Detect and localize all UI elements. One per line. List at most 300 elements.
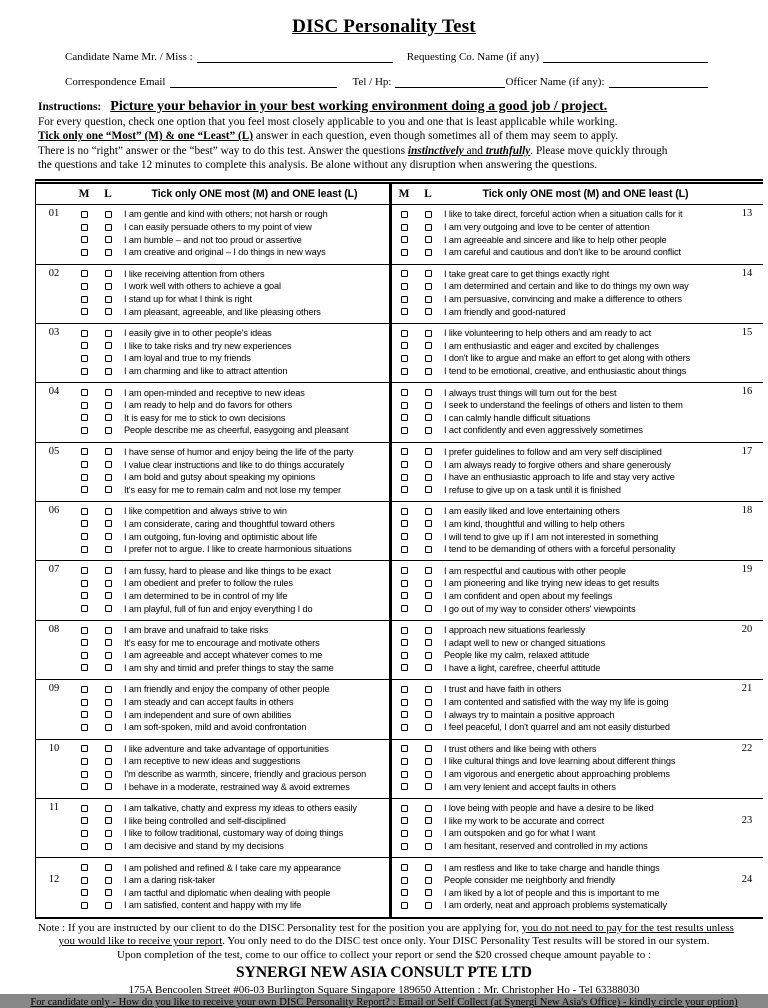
statement-text: I am friendly and enjoy the company of other people: [124, 684, 330, 695]
most-checkbox[interactable]: [81, 817, 88, 824]
most-checkbox-cell: [392, 505, 416, 518]
most-checkbox[interactable]: [81, 474, 88, 481]
most-checkbox[interactable]: [81, 771, 88, 778]
most-checkbox[interactable]: [401, 296, 408, 303]
least-checkbox[interactable]: [105, 461, 112, 468]
most-checkbox-cell: [72, 327, 96, 340]
least-checkbox-cell: [416, 233, 440, 246]
question-number: 19: [741, 564, 753, 576]
most-checkbox[interactable]: [81, 520, 88, 527]
statement-text: I prefer not to argue. I like to create harmonious situations: [124, 544, 352, 555]
least-checkbox[interactable]: [425, 342, 432, 349]
most-checkbox[interactable]: [81, 724, 88, 731]
candidate-name-field[interactable]: [197, 52, 393, 63]
least-checkbox[interactable]: [105, 699, 112, 706]
most-checkbox[interactable]: [401, 817, 408, 824]
least-checkbox-cell: [416, 696, 440, 709]
least-checkbox[interactable]: [425, 270, 432, 277]
most-checkbox-cell: [72, 246, 96, 259]
most-checkbox-cell: [392, 887, 416, 900]
most-checkbox[interactable]: [81, 355, 88, 362]
statement-text: I am decisive and stand by my decisions: [124, 841, 284, 852]
most-checkbox[interactable]: [81, 330, 88, 337]
most-checkbox[interactable]: [81, 830, 88, 837]
least-checkbox[interactable]: [425, 389, 432, 396]
least-checkbox[interactable]: [425, 533, 432, 540]
most-checkbox[interactable]: [81, 889, 88, 896]
most-checkbox[interactable]: [401, 508, 408, 515]
least-checkbox[interactable]: [425, 758, 432, 765]
least-column-header-left: L: [104, 188, 112, 201]
statement-text: I am ready to help and do favors for others: [124, 400, 292, 411]
statement-text: I am careful and cautious and don't like to be around conflict: [444, 247, 681, 258]
statement-text: I will tend to give up if I am not interested in something: [444, 531, 659, 542]
least-checkbox[interactable]: [425, 355, 432, 362]
least-checkbox-cell: [96, 268, 120, 281]
footer-section: [6, 922, 762, 1008]
least-checkbox[interactable]: [425, 711, 432, 718]
least-checkbox-cell: [416, 636, 440, 649]
most-checkbox[interactable]: [401, 605, 408, 612]
most-checkbox[interactable]: [401, 805, 408, 812]
least-checkbox[interactable]: [105, 448, 112, 455]
most-checkbox-cell: [72, 708, 96, 721]
least-checkbox[interactable]: [425, 902, 432, 909]
least-checkbox[interactable]: [425, 889, 432, 896]
least-checkbox[interactable]: [105, 580, 112, 587]
least-checkbox[interactable]: [105, 427, 112, 434]
least-checkbox[interactable]: [105, 567, 112, 574]
most-checkbox[interactable]: [401, 283, 408, 290]
most-checkbox[interactable]: [401, 745, 408, 752]
least-checkbox-cell: [416, 590, 440, 603]
most-checkbox[interactable]: [81, 427, 88, 434]
most-checkbox[interactable]: [81, 249, 88, 256]
least-checkbox-cell: [96, 305, 120, 318]
least-checkbox[interactable]: [425, 843, 432, 850]
question-number: 10: [48, 742, 60, 754]
most-checkbox[interactable]: [401, 783, 408, 790]
least-checkbox[interactable]: [105, 355, 112, 362]
least-checkbox-cell: [96, 861, 120, 874]
most-checkbox-cell: [392, 577, 416, 590]
least-checkbox[interactable]: [105, 605, 112, 612]
statement-text: It's easy for me to encourage and motivate others: [124, 637, 320, 648]
question-group: [392, 324, 763, 382]
most-checkbox-cell: [392, 412, 416, 425]
question-group: [36, 799, 389, 857]
most-checkbox[interactable]: [401, 639, 408, 646]
most-checkbox[interactable]: [401, 270, 408, 277]
most-checkbox[interactable]: [401, 699, 408, 706]
least-checkbox[interactable]: [105, 817, 112, 824]
most-checkbox[interactable]: [401, 461, 408, 468]
least-checkbox[interactable]: [425, 249, 432, 256]
least-checkbox[interactable]: [105, 249, 112, 256]
most-checkbox[interactable]: [81, 508, 88, 515]
least-checkbox[interactable]: [105, 686, 112, 693]
company-address: 175A Bencoolen Street #06-03 Burlington Square Singapore 189650 Attention : Mr. Christopher Ho - Tel 63388030: [128, 984, 640, 997]
least-checkbox[interactable]: [425, 474, 432, 481]
least-checkbox[interactable]: [105, 283, 112, 290]
least-checkbox-cell: [416, 327, 440, 340]
least-checkbox-cell: [96, 327, 120, 340]
least-checkbox[interactable]: [425, 330, 432, 337]
least-checkbox[interactable]: [105, 308, 112, 315]
least-checkbox[interactable]: [105, 830, 112, 837]
least-checkbox[interactable]: [425, 830, 432, 837]
most-checkbox[interactable]: [81, 448, 88, 455]
most-checkbox[interactable]: [81, 546, 88, 553]
least-checkbox[interactable]: [425, 592, 432, 599]
statement-text: I go out of my way to consider others' viewpoints: [444, 603, 636, 614]
most-checkbox-cell: [392, 386, 416, 399]
email-field[interactable]: [170, 77, 337, 88]
most-checkbox[interactable]: [401, 546, 408, 553]
least-checkbox[interactable]: [105, 236, 112, 243]
most-checkbox[interactable]: [81, 486, 88, 493]
most-checkbox[interactable]: [401, 448, 408, 455]
statement-text: I adapt well to new or changed situations: [444, 637, 606, 648]
question-group: [392, 740, 763, 798]
least-checkbox[interactable]: [105, 877, 112, 884]
least-checkbox[interactable]: [425, 605, 432, 612]
least-checkbox[interactable]: [105, 296, 112, 303]
least-checkbox[interactable]: [425, 414, 432, 421]
most-checkbox[interactable]: [401, 330, 408, 337]
least-checkbox-cell: [96, 827, 120, 840]
least-checkbox[interactable]: [425, 652, 432, 659]
most-checkbox[interactable]: [401, 474, 408, 481]
least-checkbox[interactable]: [425, 546, 432, 553]
least-checkbox[interactable]: [105, 520, 112, 527]
least-checkbox[interactable]: [425, 877, 432, 884]
question-group: [392, 443, 763, 501]
most-checkbox[interactable]: [81, 805, 88, 812]
least-checkbox[interactable]: [105, 389, 112, 396]
least-checkbox[interactable]: [105, 902, 112, 909]
most-checkbox[interactable]: [401, 414, 408, 421]
most-checkbox[interactable]: [401, 843, 408, 850]
least-checkbox[interactable]: [425, 520, 432, 527]
question-group: [36, 561, 389, 619]
least-checkbox[interactable]: [105, 771, 112, 778]
instructions-headline-text: Picture your behavior in your best working environment doing a good job / project.: [110, 99, 608, 114]
most-checkbox[interactable]: [401, 211, 408, 218]
least-checkbox[interactable]: [105, 889, 112, 896]
least-checkbox[interactable]: [425, 508, 432, 515]
least-checkbox[interactable]: [105, 486, 112, 493]
least-checkbox-cell: [96, 352, 120, 365]
statement-text: I am polished and refined & I take care my appearance: [124, 862, 341, 873]
least-checkbox-cell: [416, 755, 440, 768]
least-checkbox[interactable]: [105, 805, 112, 812]
most-checkbox-cell: [72, 352, 96, 365]
question-row: [36, 205, 763, 263]
least-checkbox[interactable]: [425, 724, 432, 731]
least-checkbox-cell: [416, 246, 440, 259]
least-checkbox[interactable]: [105, 783, 112, 790]
instructions-label: Instructions:: [38, 101, 102, 113]
least-checkbox-cell: [416, 564, 440, 577]
least-checkbox[interactable]: [105, 864, 112, 871]
least-checkbox-cell: [96, 208, 120, 221]
question-group: [392, 799, 763, 857]
most-checkbox-cell: [72, 293, 96, 306]
most-checkbox[interactable]: [81, 461, 88, 468]
most-checkbox[interactable]: [81, 711, 88, 718]
most-checkbox[interactable]: [401, 771, 408, 778]
most-checkbox[interactable]: [81, 686, 88, 693]
most-checkbox[interactable]: [81, 664, 88, 671]
most-checkbox[interactable]: [401, 389, 408, 396]
least-checkbox[interactable]: [105, 402, 112, 409]
least-checkbox[interactable]: [425, 817, 432, 824]
statement-text: I am agreeable and sincere and like to help other people: [444, 234, 667, 245]
most-checkbox[interactable]: [81, 627, 88, 634]
most-checkbox[interactable]: [81, 308, 88, 315]
statement-text: I approach new situations fearlessly: [444, 625, 586, 636]
least-checkbox[interactable]: [425, 224, 432, 231]
least-checkbox[interactable]: [425, 580, 432, 587]
most-checkbox[interactable]: [81, 296, 88, 303]
least-checkbox[interactable]: [105, 758, 112, 765]
least-checkbox[interactable]: [105, 627, 112, 634]
most-checkbox-cell: [72, 233, 96, 246]
most-checkbox[interactable]: [401, 758, 408, 765]
least-checkbox-cell: [416, 340, 440, 353]
least-checkbox-cell: [96, 874, 120, 887]
instructions-line-3: There is no “right” answer or the “best” way to do this test. Answer the questions instinctively and truthfully. Please move quickly through: [38, 144, 668, 157]
most-checkbox[interactable]: [401, 877, 408, 884]
most-checkbox[interactable]: [401, 724, 408, 731]
least-checkbox[interactable]: [425, 627, 432, 634]
most-checkbox-cell: [392, 518, 416, 531]
most-checkbox-cell: [392, 424, 416, 437]
officer-field[interactable]: [609, 77, 708, 88]
most-checkbox[interactable]: [81, 745, 88, 752]
question-number: 09: [48, 683, 60, 695]
least-checkbox[interactable]: [105, 592, 112, 599]
most-checkbox-cell: [392, 649, 416, 662]
most-checkbox-cell: [392, 483, 416, 496]
least-checkbox[interactable]: [105, 639, 112, 646]
most-checkbox[interactable]: [401, 427, 408, 434]
most-checkbox[interactable]: [81, 236, 88, 243]
most-checkbox[interactable]: [81, 342, 88, 349]
most-checkbox[interactable]: [81, 639, 88, 646]
least-checkbox[interactable]: [105, 224, 112, 231]
most-column-header-left: M: [78, 188, 90, 201]
least-checkbox-cell: [96, 543, 120, 556]
statement-text: I am bold and gutsy about speaking my opinions: [124, 472, 316, 483]
most-checkbox[interactable]: [401, 830, 408, 837]
most-checkbox[interactable]: [401, 249, 408, 256]
least-checkbox[interactable]: [425, 308, 432, 315]
least-checkbox[interactable]: [105, 368, 112, 375]
least-checkbox[interactable]: [105, 745, 112, 752]
most-checkbox-cell: [392, 708, 416, 721]
least-checkbox[interactable]: [425, 771, 432, 778]
question-row: [36, 501, 763, 560]
least-checkbox[interactable]: [105, 342, 112, 349]
most-checkbox[interactable]: [81, 877, 88, 884]
least-checkbox-cell: [416, 280, 440, 293]
most-checkbox[interactable]: [401, 864, 408, 871]
least-checkbox-cell: [96, 683, 120, 696]
least-checkbox[interactable]: [425, 745, 432, 752]
most-checkbox[interactable]: [81, 389, 88, 396]
statement-text: I have a light, carefree, cheerful attitude: [444, 662, 601, 673]
statement-text: I like receiving attention from others: [124, 268, 265, 279]
least-checkbox[interactable]: [425, 427, 432, 434]
least-checkbox[interactable]: [105, 652, 112, 659]
least-checkbox[interactable]: [105, 414, 112, 421]
tel-field[interactable]: [395, 77, 505, 88]
statement-text: I like cultural things and love learning about different things: [444, 756, 676, 767]
most-checkbox[interactable]: [81, 864, 88, 871]
least-checkbox[interactable]: [425, 368, 432, 375]
most-checkbox[interactable]: [401, 567, 408, 574]
most-checkbox-cell: [72, 874, 96, 887]
most-checkbox[interactable]: [401, 520, 408, 527]
least-checkbox[interactable]: [425, 783, 432, 790]
least-checkbox[interactable]: [105, 270, 112, 277]
least-checkbox[interactable]: [425, 805, 432, 812]
question-group: [392, 680, 763, 738]
most-checkbox[interactable]: [81, 758, 88, 765]
least-checkbox[interactable]: [425, 567, 432, 574]
most-checkbox[interactable]: [401, 402, 408, 409]
most-checkbox[interactable]: [401, 652, 408, 659]
most-checkbox[interactable]: [81, 283, 88, 290]
question-row: [36, 442, 763, 501]
most-checkbox[interactable]: [81, 402, 88, 409]
least-checkbox-cell: [416, 861, 440, 874]
most-checkbox[interactable]: [81, 699, 88, 706]
most-checkbox-cell: [72, 458, 96, 471]
most-checkbox-cell: [72, 802, 96, 815]
statement-text: I have sense of humor and enjoy being the life of the party: [124, 446, 354, 457]
most-checkbox[interactable]: [81, 224, 88, 231]
least-checkbox[interactable]: [105, 474, 112, 481]
least-checkbox[interactable]: [425, 664, 432, 671]
most-checkbox[interactable]: [401, 486, 408, 493]
question-row: [36, 679, 763, 738]
most-checkbox[interactable]: [401, 342, 408, 349]
least-checkbox[interactable]: [105, 843, 112, 850]
most-checkbox[interactable]: [401, 664, 408, 671]
most-checkbox[interactable]: [81, 652, 88, 659]
most-checkbox[interactable]: [401, 627, 408, 634]
most-checkbox[interactable]: [401, 224, 408, 231]
most-checkbox[interactable]: [81, 567, 88, 574]
least-checkbox[interactable]: [425, 486, 432, 493]
least-checkbox[interactable]: [425, 864, 432, 871]
most-checkbox-cell: [72, 840, 96, 853]
most-checkbox[interactable]: [401, 308, 408, 315]
statement-text: I am friendly and good-natured: [444, 306, 566, 317]
most-checkbox[interactable]: [401, 902, 408, 909]
statement-text: I am determined to be in control of my life: [124, 590, 288, 601]
most-column-header-right: M: [398, 188, 410, 201]
most-checkbox[interactable]: [81, 902, 88, 909]
most-checkbox[interactable]: [81, 605, 88, 612]
least-checkbox[interactable]: [425, 211, 432, 218]
table-header-right: [392, 184, 763, 204]
most-checkbox[interactable]: [401, 236, 408, 243]
least-checkbox[interactable]: [425, 639, 432, 646]
most-checkbox[interactable]: [81, 580, 88, 587]
most-checkbox-cell: [392, 458, 416, 471]
most-checkbox-cell: [72, 577, 96, 590]
most-checkbox[interactable]: [81, 843, 88, 850]
most-checkbox[interactable]: [401, 711, 408, 718]
most-checkbox[interactable]: [401, 686, 408, 693]
least-checkbox[interactable]: [105, 711, 112, 718]
most-checkbox[interactable]: [81, 211, 88, 218]
least-checkbox[interactable]: [425, 686, 432, 693]
least-checkbox-cell: [416, 386, 440, 399]
most-checkbox-cell: [392, 280, 416, 293]
most-checkbox[interactable]: [81, 270, 88, 277]
least-checkbox[interactable]: [425, 448, 432, 455]
most-checkbox-cell: [72, 424, 96, 437]
most-checkbox[interactable]: [401, 592, 408, 599]
most-checkbox[interactable]: [81, 592, 88, 599]
most-checkbox[interactable]: [401, 533, 408, 540]
least-checkbox[interactable]: [105, 508, 112, 515]
least-checkbox-cell: [96, 696, 120, 709]
least-checkbox[interactable]: [105, 664, 112, 671]
least-checkbox[interactable]: [425, 236, 432, 243]
most-checkbox[interactable]: [81, 368, 88, 375]
least-checkbox[interactable]: [425, 283, 432, 290]
most-checkbox-cell: [392, 840, 416, 853]
least-checkbox-cell: [96, 446, 120, 459]
least-checkbox[interactable]: [105, 546, 112, 553]
most-checkbox[interactable]: [401, 580, 408, 587]
statement-text: I am enthusiastic and eager and excited by challenges: [444, 340, 659, 351]
most-checkbox[interactable]: [401, 368, 408, 375]
question-group: [36, 621, 389, 679]
least-checkbox[interactable]: [105, 330, 112, 337]
least-checkbox[interactable]: [425, 461, 432, 468]
most-checkbox[interactable]: [81, 533, 88, 540]
least-checkbox[interactable]: [425, 402, 432, 409]
least-checkbox[interactable]: [425, 296, 432, 303]
least-checkbox[interactable]: [105, 533, 112, 540]
least-checkbox-cell: [416, 899, 440, 912]
least-checkbox-cell: [416, 624, 440, 637]
statement-text: I refuse to give up on a task until it is finished: [444, 484, 621, 495]
most-checkbox[interactable]: [401, 889, 408, 896]
least-checkbox[interactable]: [105, 724, 112, 731]
email-label: Correspondence Email: [65, 76, 166, 88]
least-checkbox-cell: [416, 208, 440, 221]
most-checkbox[interactable]: [81, 783, 88, 790]
instructions-headline: [38, 99, 733, 115]
most-checkbox[interactable]: [81, 414, 88, 421]
statement-text: I love being with people and have a desire to be liked: [444, 803, 654, 814]
statement-text: I am open-minded and receptive to new ideas: [124, 387, 305, 398]
least-checkbox[interactable]: [425, 699, 432, 706]
requesting-co-field[interactable]: [543, 52, 708, 63]
most-checkbox[interactable]: [401, 355, 408, 362]
most-checkbox-cell: [392, 802, 416, 815]
least-checkbox[interactable]: [105, 211, 112, 218]
statement-text: I like to take risks and try new experiences: [124, 340, 292, 351]
